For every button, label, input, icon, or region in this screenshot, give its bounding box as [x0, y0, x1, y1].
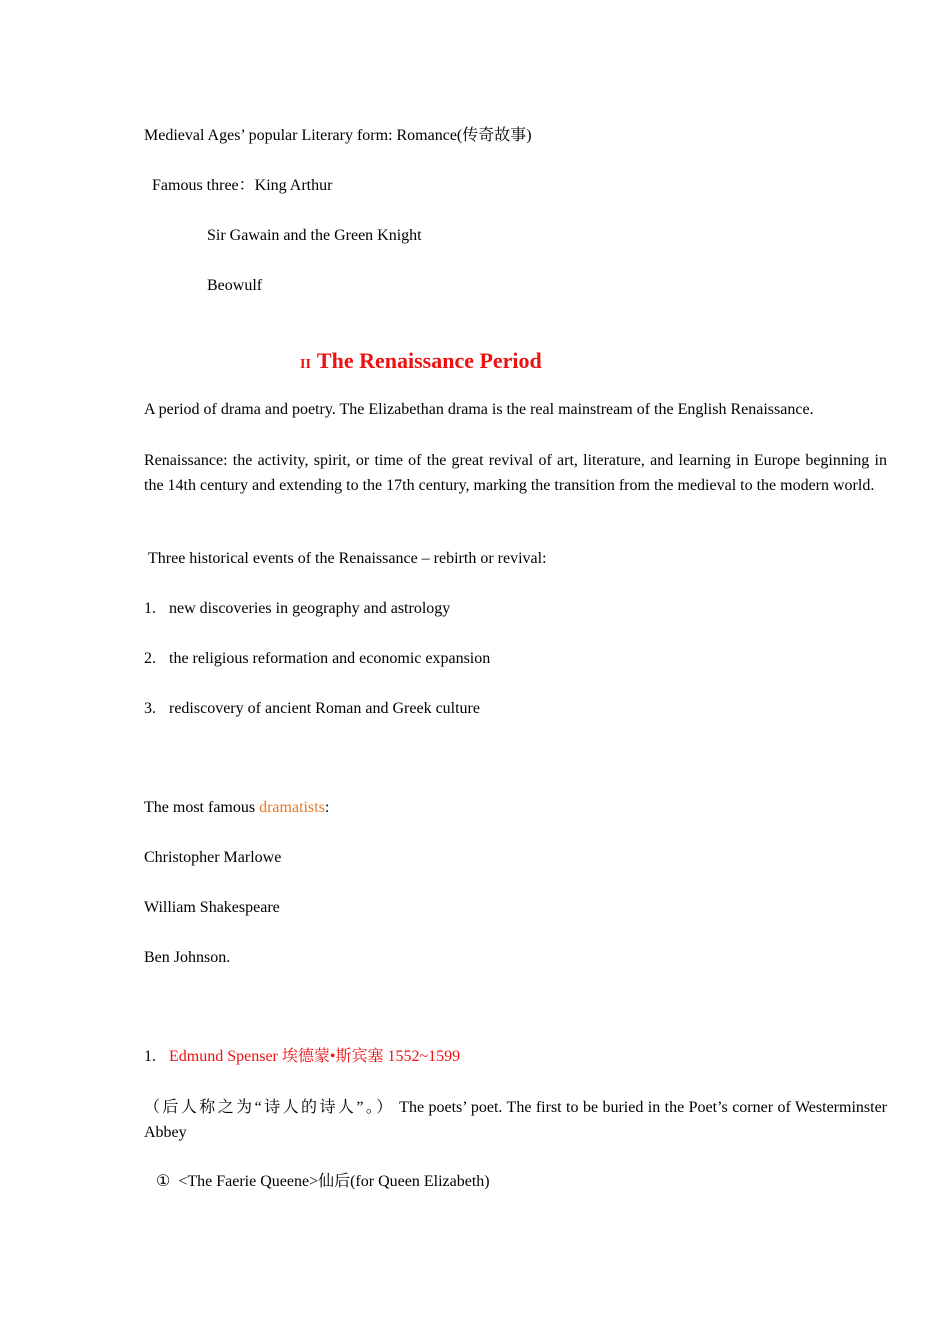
famous-three-label: Famous three：: [152, 177, 255, 194]
spenser-note-cn: （后人称之为“诗人的诗人”。）: [144, 1099, 395, 1116]
romance-heading: Medieval Ages’ popular Literary form: Romance(传奇故事): [144, 127, 532, 144]
event-item-3: [144, 699, 480, 719]
event-text: new discoveries in geography and astrology: [169, 600, 451, 617]
event-text: rediscovery of ancient Roman and Greek culture: [169, 700, 480, 717]
spenser-work-1: [156, 1172, 490, 1192]
dramatists-suffix: :: [324, 799, 330, 816]
spenser-work-title: <The Faerie Queene>仙后(for Queen Elizabeth): [178, 1173, 490, 1190]
event-number: 3.: [144, 700, 156, 717]
spenser-note: [144, 1095, 887, 1145]
dramatists-keyword: dramatists: [259, 799, 325, 816]
spenser-heading: [144, 1047, 460, 1067]
renaissance-intro: A period of drama and poetry. The Elizabethan drama is the real mainstream of the English Renaissance.: [144, 401, 814, 418]
circled-number-marker: ①: [156, 1173, 171, 1190]
dramatists-prefix: The most famous: [144, 799, 260, 816]
romance-work-3: Beowulf: [207, 277, 263, 294]
dramatist-3: Ben Johnson.: [144, 949, 231, 966]
event-number: 2.: [144, 650, 156, 667]
section-title-text: The Renaissance Period: [316, 348, 542, 373]
event-text: the religious reformation and economic expansion: [169, 650, 491, 667]
famous-three-line: [152, 176, 332, 196]
event-item-2: [144, 649, 490, 669]
event-number: 1.: [144, 600, 156, 617]
section-numeral: II: [300, 357, 311, 372]
spenser-name: Edmund Spenser 埃德蒙•斯宾塞 1552~1599: [169, 1048, 461, 1065]
events-heading: Three historical events of the Renaissance – rebirth or revival:: [148, 550, 547, 567]
spenser-note-en: The poets’ poet. The first to be buried in the Poet’s corner of Westerminster Abbey: [144, 1099, 887, 1141]
romance-work-2: Sir Gawain and the Green Knight: [207, 227, 422, 244]
spenser-number: 1.: [144, 1048, 156, 1065]
dramatist-1: Christopher Marlowe: [144, 849, 282, 866]
dramatist-2: William Shakespeare: [144, 899, 280, 916]
dramatists-heading: [144, 798, 329, 818]
renaissance-definition: Renaissance: the activity, spirit, or time of the great revival of art, literature, and learning in Europe beginning in the 14th century and extending to the 17th century, marking the transition from the medieval to the modern world.: [144, 452, 887, 494]
section-title: [300, 348, 542, 378]
event-item-1: [144, 599, 450, 619]
romance-work-1: King Arthur: [254, 177, 333, 194]
